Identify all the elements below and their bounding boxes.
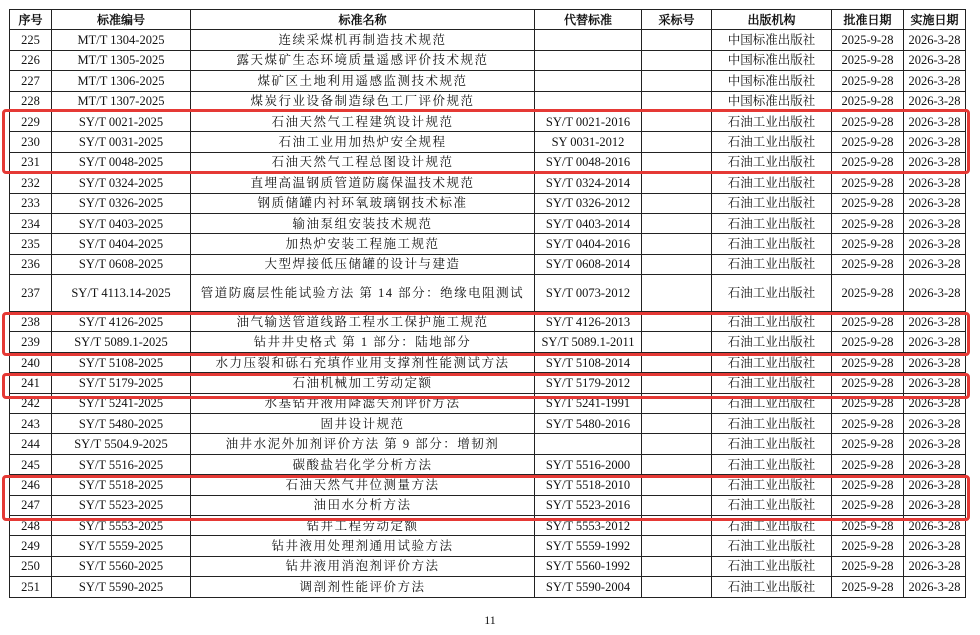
cell-standard-name: 煤矿区土地利用遥感监测技术规范: [191, 71, 535, 91]
cell-approval-date: 2025-9-28: [832, 312, 904, 332]
cell-effective-date: 2026-3-28: [904, 275, 966, 312]
cell-index: 241: [10, 373, 52, 393]
cell-replaces: SY/T 5560-1992: [535, 556, 642, 576]
cell-index: 234: [10, 213, 52, 233]
cell-approval-date: 2025-9-28: [832, 173, 904, 193]
header-effective-date: 实施日期: [904, 10, 966, 30]
cell-standard-number: SY/T 0403-2025: [52, 213, 191, 233]
cell-standard-name: 油田水分析方法: [191, 495, 535, 515]
cell-index: 237: [10, 275, 52, 312]
table-row: [10, 152, 966, 172]
cell-standard-number: SY/T 5241-2025: [52, 393, 191, 413]
cell-index: 244: [10, 434, 52, 454]
cell-adoption-number: [642, 393, 712, 413]
cell-approval-date: 2025-9-28: [832, 111, 904, 131]
cell-approval-date: 2025-9-28: [832, 234, 904, 254]
cell-replaces: SY/T 0326-2012: [535, 193, 642, 213]
cell-effective-date: 2026-3-28: [904, 132, 966, 152]
cell-standard-number: MT/T 1306-2025: [52, 71, 191, 91]
cell-publisher: 石油工业出版社: [712, 556, 832, 576]
cell-index: 225: [10, 30, 52, 50]
cell-standard-number: SY/T 5480-2025: [52, 414, 191, 434]
cell-replaces: SY/T 5553-2012: [535, 515, 642, 535]
cell-standard-name: 钻井液用消泡剂评价方法: [191, 556, 535, 576]
cell-adoption-number: [642, 254, 712, 274]
cell-replaces: SY/T 5523-2016: [535, 495, 642, 515]
cell-approval-date: 2025-9-28: [832, 254, 904, 274]
cell-standard-name: 管道防腐层性能试验方法 第 14 部分：绝缘电阻测试: [191, 275, 535, 312]
cell-standard-name: 露天煤矿生态环境质量遥感评价技术规范: [191, 50, 535, 70]
cell-standard-number: MT/T 1304-2025: [52, 30, 191, 50]
cell-replaces: SY/T 0073-2012: [535, 275, 642, 312]
table-row: [10, 515, 966, 535]
cell-replaces: SY/T 5559-1992: [535, 536, 642, 556]
cell-effective-date: 2026-3-28: [904, 434, 966, 454]
cell-effective-date: 2026-3-28: [904, 71, 966, 91]
cell-publisher: 石油工业出版社: [712, 152, 832, 172]
cell-publisher: 石油工业出版社: [712, 495, 832, 515]
table-row: [10, 434, 966, 454]
table-row: [10, 193, 966, 213]
table-row: [10, 275, 966, 312]
cell-approval-date: 2025-9-28: [832, 434, 904, 454]
cell-effective-date: 2026-3-28: [904, 352, 966, 372]
cell-standard-name: 石油机械加工劳动定额: [191, 373, 535, 393]
cell-standard-name: 输油泵组安装技术规范: [191, 213, 535, 233]
cell-index: 233: [10, 193, 52, 213]
cell-adoption-number: [642, 91, 712, 111]
cell-publisher: 中国标准出版社: [712, 30, 832, 50]
cell-index: 248: [10, 515, 52, 535]
cell-standard-name: 石油天然气工程建筑设计规范: [191, 111, 535, 131]
cell-adoption-number: [642, 332, 712, 352]
cell-replaces: SY/T 5516-2000: [535, 454, 642, 474]
cell-approval-date: 2025-9-28: [832, 91, 904, 111]
cell-approval-date: 2025-9-28: [832, 475, 904, 495]
cell-adoption-number: [642, 434, 712, 454]
cell-standard-name: 固井设计规范: [191, 414, 535, 434]
cell-adoption-number: [642, 454, 712, 474]
cell-standard-number: SY/T 5089.1-2025: [52, 332, 191, 352]
cell-standard-name: 加热炉安装工程施工规范: [191, 234, 535, 254]
table-row: [10, 495, 966, 515]
cell-approval-date: 2025-9-28: [832, 152, 904, 172]
table-row: [10, 173, 966, 193]
header-publisher: 出版机构: [712, 10, 832, 30]
cell-standard-name: 油井水泥外加剂评价方法 第 9 部分：增韧剂: [191, 434, 535, 454]
cell-adoption-number: [642, 50, 712, 70]
cell-publisher: 石油工业出版社: [712, 132, 832, 152]
cell-publisher: 石油工业出版社: [712, 475, 832, 495]
table-row: [10, 373, 966, 393]
table-header-row: [10, 10, 966, 30]
cell-index: 235: [10, 234, 52, 254]
cell-index: 227: [10, 71, 52, 91]
cell-standard-number: SY/T 5523-2025: [52, 495, 191, 515]
header-replaces: 代替标准: [535, 10, 642, 30]
cell-adoption-number: [642, 577, 712, 597]
cell-replaces: SY/T 0048-2016: [535, 152, 642, 172]
cell-effective-date: 2026-3-28: [904, 536, 966, 556]
cell-replaces: SY/T 4126-2013: [535, 312, 642, 332]
cell-index: 238: [10, 312, 52, 332]
cell-index: 230: [10, 132, 52, 152]
cell-standard-name: 碳酸盐岩化学分析方法: [191, 454, 535, 474]
cell-standard-name: 连续采煤机再制造技术规范: [191, 30, 535, 50]
cell-effective-date: 2026-3-28: [904, 495, 966, 515]
cell-standard-number: SY/T 4113.14-2025: [52, 275, 191, 312]
cell-replaces: SY/T 5108-2014: [535, 352, 642, 372]
cell-standard-number: SY/T 0021-2025: [52, 111, 191, 131]
cell-adoption-number: [642, 373, 712, 393]
cell-adoption-number: [642, 132, 712, 152]
cell-standard-number: SY/T 5516-2025: [52, 454, 191, 474]
cell-approval-date: 2025-9-28: [832, 332, 904, 352]
cell-standard-name: 钻井工程劳动定额: [191, 515, 535, 535]
cell-standard-name: 油气输送管道线路工程水工保护施工规范: [191, 312, 535, 332]
cell-standard-name: 石油工业用加热炉安全规程: [191, 132, 535, 152]
table-row: [10, 556, 966, 576]
cell-publisher: 石油工业出版社: [712, 213, 832, 233]
cell-publisher: 中国标准出版社: [712, 71, 832, 91]
cell-replaces: [535, 71, 642, 91]
cell-replaces: SY/T 0324-2014: [535, 173, 642, 193]
cell-replaces: [535, 30, 642, 50]
cell-index: 239: [10, 332, 52, 352]
header-approval-date: 批准日期: [832, 10, 904, 30]
cell-adoption-number: [642, 312, 712, 332]
cell-publisher: 中国标准出版社: [712, 50, 832, 70]
standards-table: [9, 9, 966, 598]
table-row: [10, 254, 966, 274]
cell-publisher: 石油工业出版社: [712, 536, 832, 556]
cell-standard-number: SY/T 5179-2025: [52, 373, 191, 393]
cell-approval-date: 2025-9-28: [832, 275, 904, 312]
table-row: [10, 50, 966, 70]
cell-standard-number: SY/T 0048-2025: [52, 152, 191, 172]
table-row: [10, 352, 966, 372]
cell-effective-date: 2026-3-28: [904, 312, 966, 332]
cell-replaces: [535, 50, 642, 70]
cell-replaces: SY/T 5089.1-2011: [535, 332, 642, 352]
cell-standard-number: SY/T 0608-2025: [52, 254, 191, 274]
cell-index: 232: [10, 173, 52, 193]
header-standard-name: 标准名称: [191, 10, 535, 30]
cell-publisher: 石油工业出版社: [712, 275, 832, 312]
cell-adoption-number: [642, 414, 712, 434]
cell-replaces: [535, 91, 642, 111]
cell-adoption-number: [642, 111, 712, 131]
cell-standard-name: 水基钻井液用降滤失剂评价方法: [191, 393, 535, 413]
cell-adoption-number: [642, 352, 712, 372]
cell-adoption-number: [642, 275, 712, 312]
cell-standard-name: 直埋高温钢质管道防腐保温技术规范: [191, 173, 535, 193]
cell-approval-date: 2025-9-28: [832, 556, 904, 576]
cell-standard-number: SY/T 5108-2025: [52, 352, 191, 372]
cell-publisher: 石油工业出版社: [712, 332, 832, 352]
cell-adoption-number: [642, 152, 712, 172]
table-row: [10, 30, 966, 50]
cell-publisher: 石油工业出版社: [712, 173, 832, 193]
cell-effective-date: 2026-3-28: [904, 515, 966, 535]
cell-publisher: 石油工业出版社: [712, 312, 832, 332]
cell-index: 243: [10, 414, 52, 434]
cell-replaces: [535, 434, 642, 454]
cell-standard-name: 石油天然气工程总图设计规范: [191, 152, 535, 172]
cell-effective-date: 2026-3-28: [904, 30, 966, 50]
cell-effective-date: 2026-3-28: [904, 414, 966, 434]
cell-publisher: 石油工业出版社: [712, 434, 832, 454]
cell-adoption-number: [642, 556, 712, 576]
cell-effective-date: 2026-3-28: [904, 254, 966, 274]
table-row: [10, 91, 966, 111]
header-index: 序号: [10, 10, 52, 30]
table-row: [10, 393, 966, 413]
cell-index: 240: [10, 352, 52, 372]
cell-standard-number: SY/T 5559-2025: [52, 536, 191, 556]
cell-adoption-number: [642, 495, 712, 515]
table-row: [10, 213, 966, 233]
cell-replaces: SY/T 5179-2012: [535, 373, 642, 393]
cell-standard-number: SY/T 5590-2025: [52, 577, 191, 597]
cell-standard-name: 钢质储罐内衬环氧玻璃钢技术标准: [191, 193, 535, 213]
cell-publisher: 石油工业出版社: [712, 414, 832, 434]
cell-index: 242: [10, 393, 52, 413]
cell-approval-date: 2025-9-28: [832, 577, 904, 597]
cell-index: 246: [10, 475, 52, 495]
cell-approval-date: 2025-9-28: [832, 495, 904, 515]
cell-effective-date: 2026-3-28: [904, 373, 966, 393]
table-row: [10, 312, 966, 332]
cell-effective-date: 2026-3-28: [904, 193, 966, 213]
cell-index: 247: [10, 495, 52, 515]
table-row: [10, 475, 966, 495]
cell-replaces: SY/T 5241-1991: [535, 393, 642, 413]
cell-effective-date: 2026-3-28: [904, 577, 966, 597]
cell-index: 228: [10, 91, 52, 111]
cell-effective-date: 2026-3-28: [904, 234, 966, 254]
cell-replaces: SY/T 0404-2016: [535, 234, 642, 254]
cell-effective-date: 2026-3-28: [904, 50, 966, 70]
header-adoption-number: 采标号: [642, 10, 712, 30]
cell-standard-number: SY/T 0324-2025: [52, 173, 191, 193]
cell-effective-date: 2026-3-28: [904, 111, 966, 131]
cell-approval-date: 2025-9-28: [832, 515, 904, 535]
cell-adoption-number: [642, 173, 712, 193]
cell-adoption-number: [642, 71, 712, 91]
cell-approval-date: 2025-9-28: [832, 71, 904, 91]
cell-effective-date: 2026-3-28: [904, 475, 966, 495]
cell-replaces: SY/T 5480-2016: [535, 414, 642, 434]
cell-index: 249: [10, 536, 52, 556]
cell-adoption-number: [642, 213, 712, 233]
table-row: [10, 454, 966, 474]
cell-replaces: SY/T 0403-2014: [535, 213, 642, 233]
cell-adoption-number: [642, 536, 712, 556]
table-body: [10, 30, 966, 597]
table-row: [10, 132, 966, 152]
cell-approval-date: 2025-9-28: [832, 213, 904, 233]
cell-approval-date: 2025-9-28: [832, 373, 904, 393]
cell-approval-date: 2025-9-28: [832, 454, 904, 474]
cell-approval-date: 2025-9-28: [832, 132, 904, 152]
cell-replaces: SY/T 0021-2016: [535, 111, 642, 131]
cell-adoption-number: [642, 475, 712, 495]
cell-replaces: SY 0031-2012: [535, 132, 642, 152]
cell-approval-date: 2025-9-28: [832, 414, 904, 434]
cell-standard-number: SY/T 5560-2025: [52, 556, 191, 576]
cell-publisher: 石油工业出版社: [712, 515, 832, 535]
table-row: [10, 71, 966, 91]
header-standard-number: 标准编号: [52, 10, 191, 30]
cell-effective-date: 2026-3-28: [904, 173, 966, 193]
cell-replaces: SY/T 5590-2004: [535, 577, 642, 597]
table-row: [10, 536, 966, 556]
cell-approval-date: 2025-9-28: [832, 30, 904, 50]
cell-standard-number: SY/T 4126-2025: [52, 312, 191, 332]
cell-publisher: 石油工业出版社: [712, 234, 832, 254]
cell-standard-number: SY/T 5553-2025: [52, 515, 191, 535]
cell-standard-name: 钻井液用处理剂通用试验方法: [191, 536, 535, 556]
cell-effective-date: 2026-3-28: [904, 332, 966, 352]
cell-standard-name: 钻井井史格式 第 1 部分：陆地部分: [191, 332, 535, 352]
table-row: [10, 234, 966, 254]
cell-index: 236: [10, 254, 52, 274]
cell-publisher: 石油工业出版社: [712, 254, 832, 274]
cell-approval-date: 2025-9-28: [832, 536, 904, 556]
page-number: 11: [484, 613, 496, 627]
cell-publisher: 石油工业出版社: [712, 373, 832, 393]
cell-standard-name: 石油天然气井位测量方法: [191, 475, 535, 495]
cell-adoption-number: [642, 234, 712, 254]
cell-publisher: 石油工业出版社: [712, 454, 832, 474]
cell-approval-date: 2025-9-28: [832, 393, 904, 413]
cell-index: 231: [10, 152, 52, 172]
cell-adoption-number: [642, 30, 712, 50]
cell-adoption-number: [642, 193, 712, 213]
cell-publisher: 石油工业出版社: [712, 577, 832, 597]
cell-effective-date: 2026-3-28: [904, 91, 966, 111]
cell-standard-number: SY/T 5518-2025: [52, 475, 191, 495]
table-row: [10, 332, 966, 352]
cell-publisher: 石油工业出版社: [712, 352, 832, 372]
cell-approval-date: 2025-9-28: [832, 193, 904, 213]
cell-effective-date: 2026-3-28: [904, 152, 966, 172]
cell-effective-date: 2026-3-28: [904, 454, 966, 474]
cell-effective-date: 2026-3-28: [904, 393, 966, 413]
cell-standard-number: MT/T 1305-2025: [52, 50, 191, 70]
cell-effective-date: 2026-3-28: [904, 213, 966, 233]
cell-index: 250: [10, 556, 52, 576]
cell-approval-date: 2025-9-28: [832, 50, 904, 70]
cell-adoption-number: [642, 515, 712, 535]
cell-publisher: 中国标准出版社: [712, 91, 832, 111]
cell-standard-number: MT/T 1307-2025: [52, 91, 191, 111]
cell-index: 245: [10, 454, 52, 474]
cell-standard-name: 大型焊接低压储罐的设计与建造: [191, 254, 535, 274]
cell-index: 251: [10, 577, 52, 597]
cell-effective-date: 2026-3-28: [904, 556, 966, 576]
table-row: [10, 111, 966, 131]
cell-standard-number: SY/T 5504.9-2025: [52, 434, 191, 454]
cell-standard-number: SY/T 0404-2025: [52, 234, 191, 254]
cell-standard-name: 煤炭行业设备制造绿色工厂评价规范: [191, 91, 535, 111]
cell-replaces: SY/T 5518-2010: [535, 475, 642, 495]
cell-publisher: 石油工业出版社: [712, 193, 832, 213]
table-row: [10, 414, 966, 434]
cell-approval-date: 2025-9-28: [832, 352, 904, 372]
cell-replaces: SY/T 0608-2014: [535, 254, 642, 274]
cell-publisher: 石油工业出版社: [712, 111, 832, 131]
cell-index: 226: [10, 50, 52, 70]
cell-standard-number: SY/T 0326-2025: [52, 193, 191, 213]
cell-publisher: 石油工业出版社: [712, 393, 832, 413]
cell-standard-number: SY/T 0031-2025: [52, 132, 191, 152]
table-row: [10, 577, 966, 597]
cell-standard-name: 水力压裂和砾石充填作业用支撑剂性能测试方法: [191, 352, 535, 372]
cell-index: 229: [10, 111, 52, 131]
cell-standard-name: 调剖剂性能评价方法: [191, 577, 535, 597]
